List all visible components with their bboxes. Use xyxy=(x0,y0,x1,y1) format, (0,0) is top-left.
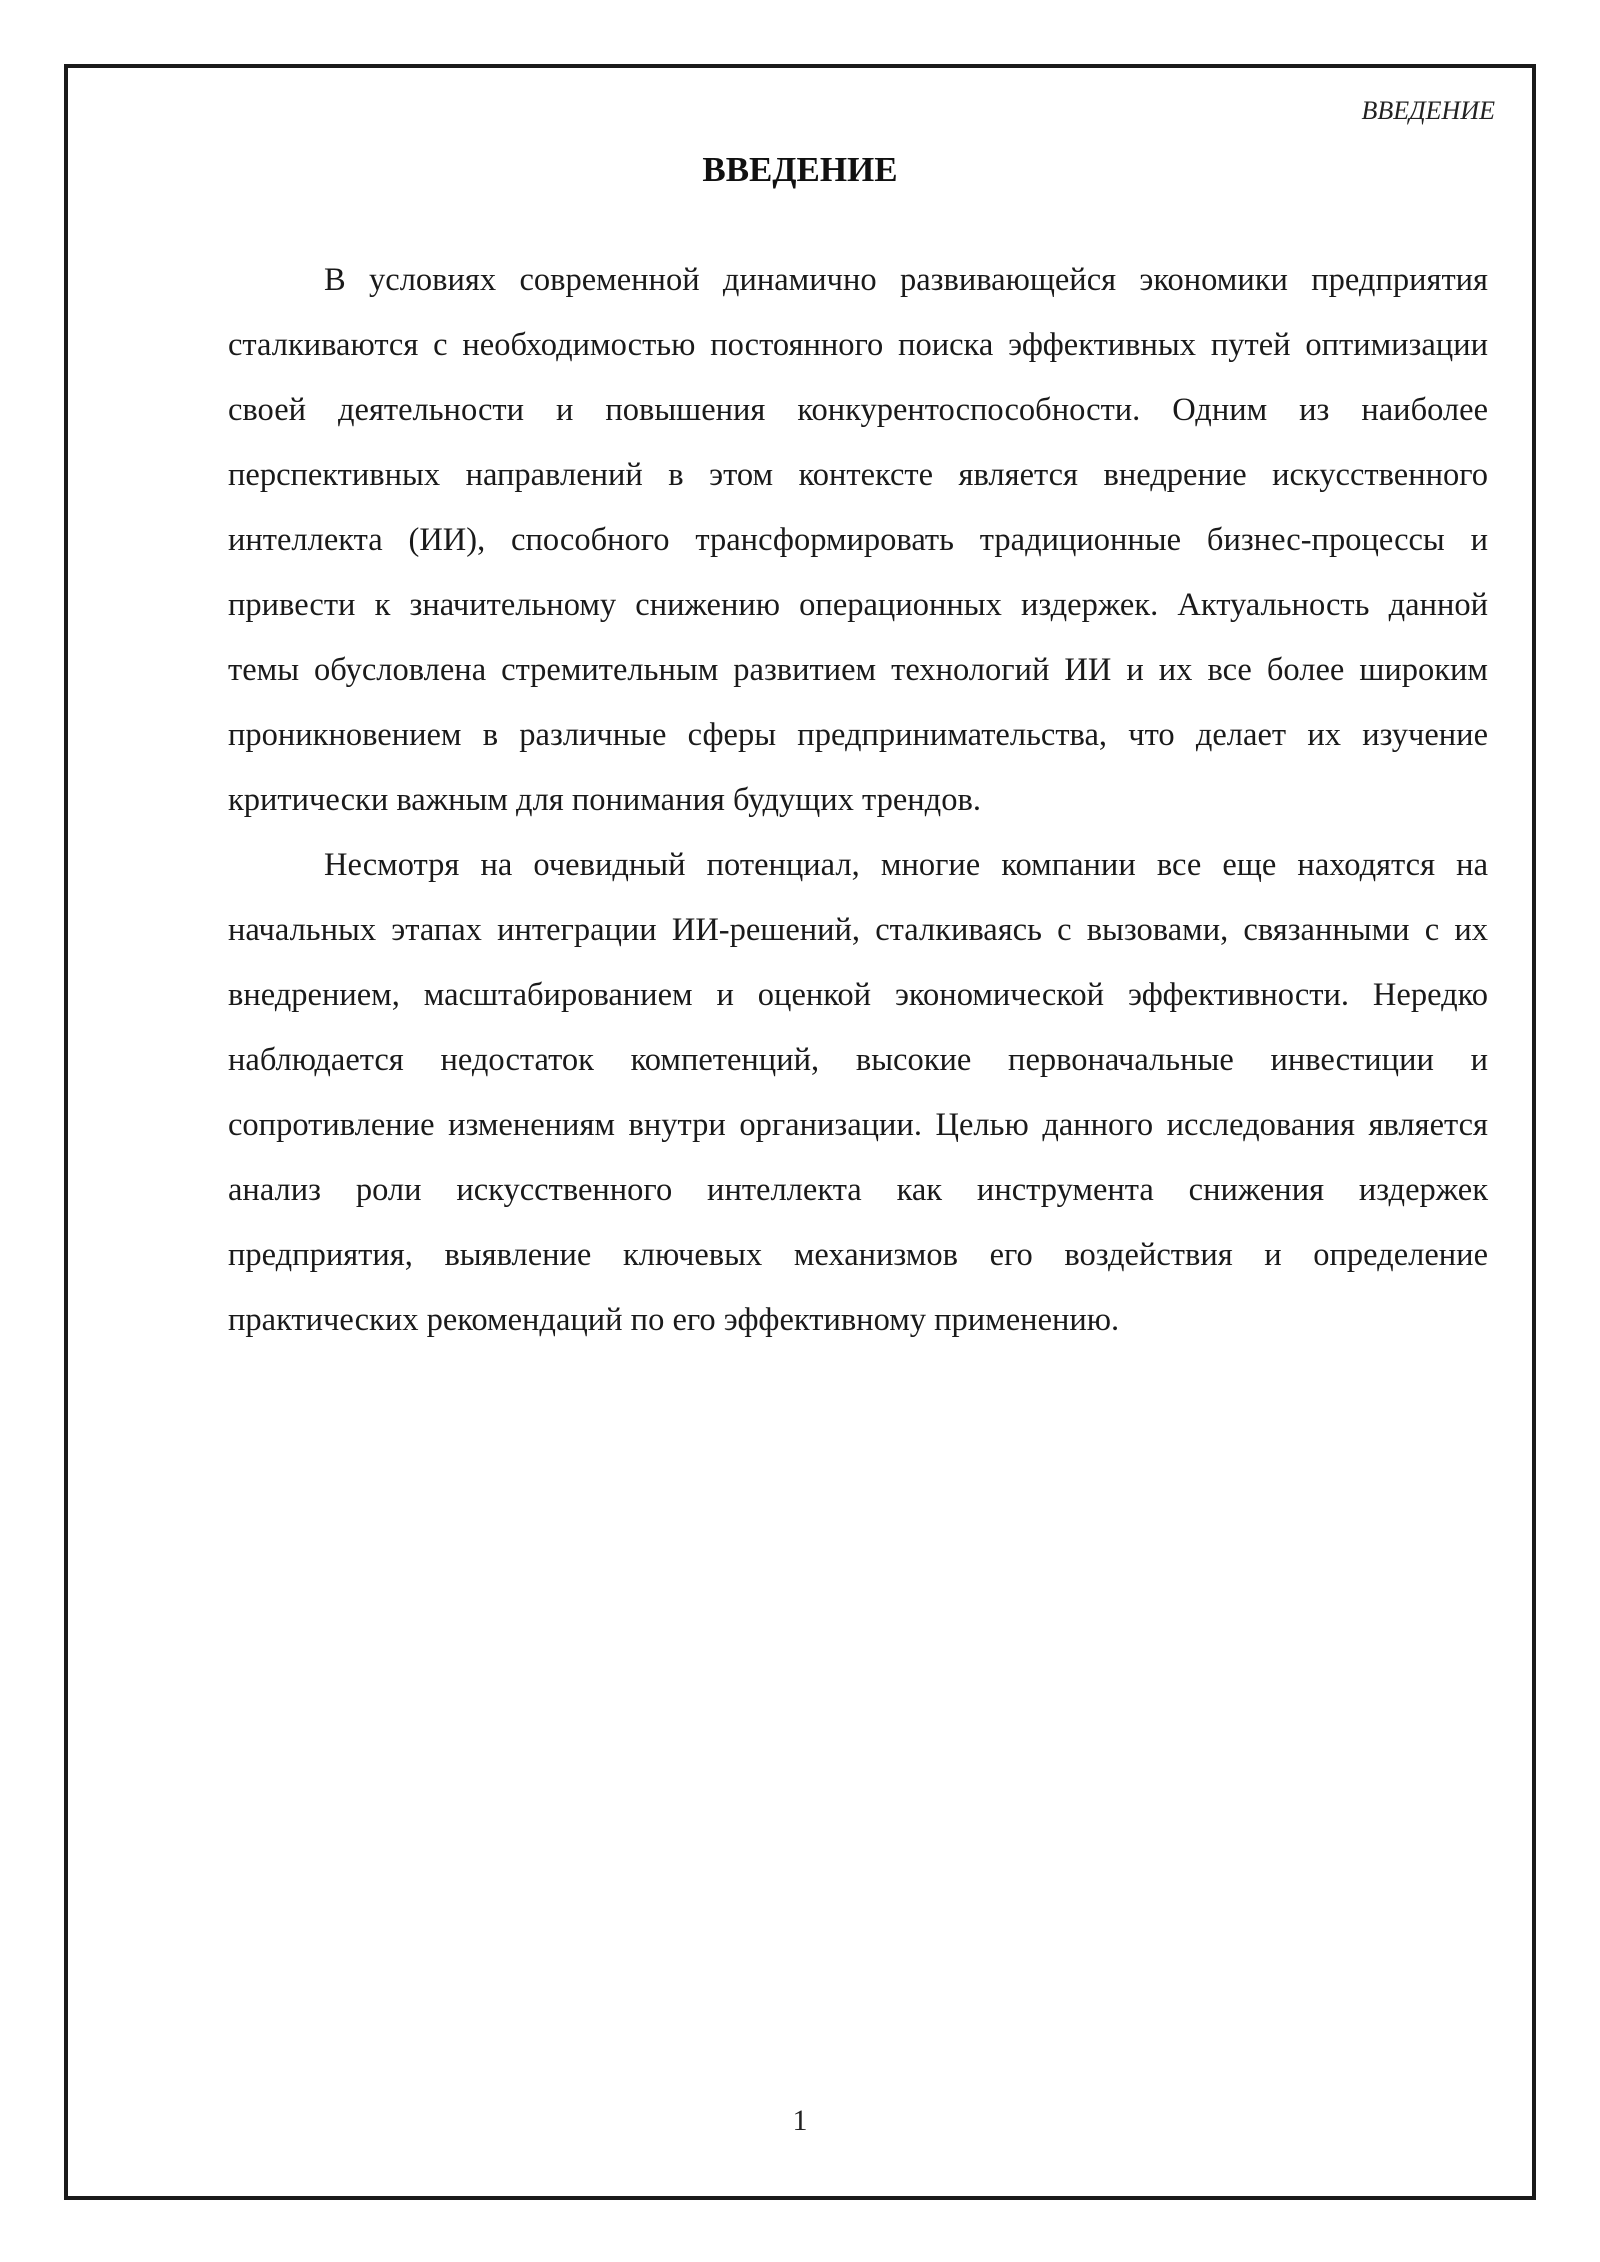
paragraph-1: В условиях современной динамично развивающейся экономики предприятия сталкиваются с необходимостью постоянного поиска эффективных путей оптимизации своей деятельности и повышения конкурентоспособности. Одним из наиболее перспективных направлений в этом контексте является внедрение искусственного интеллекта (ИИ), способного трансформировать традиционные бизнес-процессы и привести к значительному снижению операционных издержек. Актуальность данной темы обусловлена стремительным развитием технологий ИИ и их все более широким проникновением в различные сферы предпринимательства, что делает их изучение критически важным для понимания будущих трендов. xyxy=(228,262,1488,818)
page-title: ВВЕДЕНИЕ xyxy=(702,150,898,189)
running-header: ВВЕДЕНИЕ xyxy=(1361,96,1495,125)
page-number: 1 xyxy=(792,2104,808,2137)
document-body xyxy=(228,248,1488,1353)
paragraph-2: Несмотря на очевидный потенциал, многие компании все еще находятся на начальных этапах интеграции ИИ-решений, сталкиваясь с вызовами, связанными с их внедрением, масштабированием и оценкой экономической эффективности. Нередко наблюдается недостаток компетенций, высокие первоначальные инвестиции и сопротивление изменениям внутри организации. Целью данного исследования является анализ роли искусственного интеллекта как инструмента снижения издержек предприятия, выявление ключевых механизмов его воздействия и определение практических рекомендаций по его эффективному применению. xyxy=(228,847,1488,1338)
